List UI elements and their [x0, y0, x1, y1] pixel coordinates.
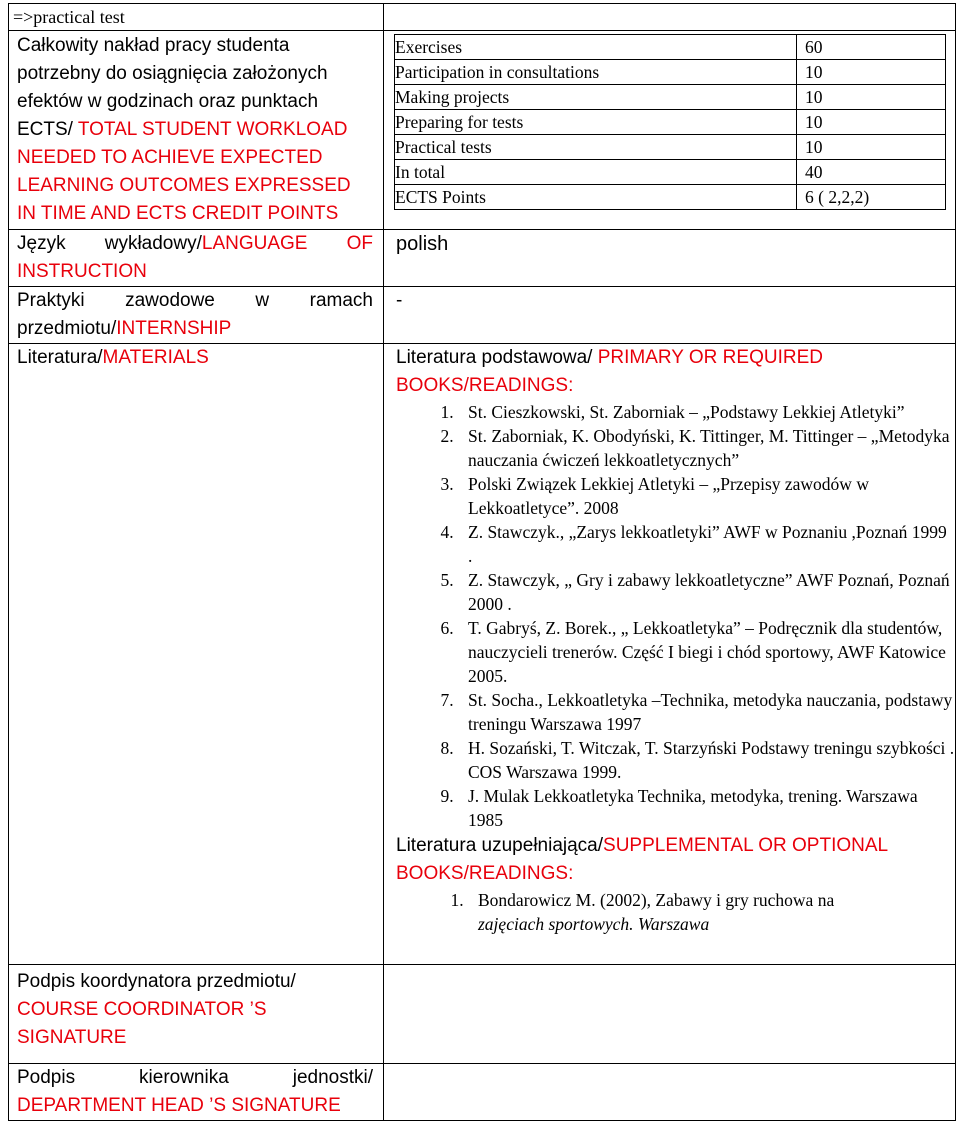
table-row — [395, 135, 946, 160]
list-item: 7. St. Socha., Lekkoatletyka –Technika, metodyka nauczania, podstawy treningu Warszawa 1997 — [458, 688, 955, 736]
workload-item-value: 10 — [797, 85, 946, 110]
list-item: 8. H. Sozański, T. Witczak, T. Starzyński Podstawy treningu szybkości . COS Warszawa 1999. — [458, 736, 955, 784]
list-item — [468, 888, 955, 936]
supplemental-readings-list — [396, 888, 955, 936]
list-item: 4. Z. Stawczyk., „Zarys lekkoatletyki” AWF w Poznaniu ,Poznań 1999 . — [458, 520, 955, 568]
workload-item-name: ECTS Points — [395, 185, 797, 210]
materials-label-en: MATERIALS — [102, 347, 209, 368]
internship-label-pl-b: przedmiotu/ — [17, 318, 117, 339]
head-signature-field — [384, 1064, 956, 1121]
workload-item-value: 10 — [797, 60, 946, 85]
internship-label-pl-a: Praktyki zawodowe w ramach — [17, 290, 373, 311]
language-value: polish — [396, 233, 449, 255]
header-row — [9, 4, 956, 31]
list-item: 6. T. Gabryś, Z. Borek., „ Lekkoatletyka” – Podręcznik dla studentów, nauczycieli trenerów. Część I biegi i chód sportowy, AWF Katowice 2005. — [458, 616, 955, 688]
table-row — [395, 60, 946, 85]
workload-item-name: Participation in consultations — [395, 60, 797, 85]
primary-readings-list — [396, 400, 955, 832]
workload-item-value: 40 — [797, 160, 946, 185]
internship-row — [9, 287, 956, 344]
workload-item-name: In total — [395, 160, 797, 185]
list-item: 2. St. Zaborniak, K. Obodyński, K. Tittinger, M. Tittinger – „Metodyka nauczania ćwiczeń lekkoatletycznych” — [458, 424, 955, 472]
workload-label-en: TOTAL STUDENT WORKLOAD NEEDED TO ACHIEVE EXPECTED LEARNING OUTCOMES EXPRESSED IN TIME AND ECTS CREDIT POINTS — [17, 119, 351, 224]
workload-item-value: 10 — [797, 135, 946, 160]
workload-item-name: Making projects — [395, 85, 797, 110]
coordinator-signature-row — [9, 965, 956, 1064]
workload-item-name: Practical tests — [395, 135, 797, 160]
list-item: 5. Z. Stawczyk, „ Gry i zabawy lekkoatletyczne” AWF Poznań, Poznań 2000 . — [458, 568, 955, 616]
table-row — [395, 185, 946, 210]
coordinator-label-pl: Podpis koordynatora przedmiotu/ — [17, 971, 296, 992]
table-row — [395, 160, 946, 185]
materials-label-pl: Literatura/ — [17, 347, 103, 368]
coordinator-signature-field — [384, 965, 956, 1064]
language-label-pl: Język wykładowy/ — [17, 233, 202, 254]
workload-item-value: 60 — [797, 35, 946, 60]
workload-item-name: Preparing for tests — [395, 110, 797, 135]
list-item: 3. Polski Związek Lekkiej Atletyki – „Przepisy zawodów w Lekkoatletyce”. 2008 — [458, 472, 955, 520]
head-signature-row — [9, 1064, 956, 1121]
primary-label-en: PRIMARY OR REQUIRED BOOKS/READINGS: — [396, 347, 823, 396]
coordinator-label-en: COURSE COORDINATOR ’S SIGNATURE — [17, 999, 267, 1048]
internship-label-en: INTERNSHIP — [116, 318, 232, 339]
supplemental-item-italic: zajęciach sportowych. Warszawa — [478, 914, 710, 934]
workload-label-pl: Całkowity nakład pracy studenta potrzebny do osiągnięcia założonych efektów w godzinach oraz punktach ECTS/ — [17, 35, 328, 140]
workload-item-value: 10 — [797, 110, 946, 135]
workload-table — [394, 34, 946, 210]
workload-item-name: Exercises — [395, 35, 797, 60]
workload-row — [9, 31, 956, 230]
materials-row — [9, 344, 956, 965]
list-item: 9. J. Mulak Lekkoatletyka Technika, metodyka, trening. Warszawa 1985 — [458, 784, 955, 832]
syllabus-table — [8, 3, 956, 1121]
supplemental-label-en: SUPPLEMENTAL OR OPTIONAL BOOKS/READINGS: — [396, 835, 888, 884]
language-label-en-a: LANGUAGE OF — [201, 233, 373, 254]
language-row — [9, 230, 956, 287]
header-title: =>practical test — [13, 7, 125, 27]
supplemental-label-pl: Literatura uzupełniająca/ — [396, 835, 604, 856]
table-row — [395, 85, 946, 110]
head-label-en: DEPARTMENT HEAD ’S SIGNATURE — [17, 1095, 341, 1116]
head-label-pl: Podpis kierownika jednostki/ — [17, 1067, 373, 1088]
list-item: 1. St. Cieszkowski, St. Zaborniak – „Podstawy Lekkiej Atletyki” — [458, 400, 955, 424]
internship-value: - — [396, 290, 403, 311]
supplemental-item-main: Bondarowicz M. (2002), Zabawy i gry ruchowa na — [478, 890, 835, 910]
language-label-en-b: INSTRUCTION — [17, 261, 147, 282]
primary-label-pl: Literatura podstawowa/ — [396, 347, 598, 368]
workload-item-value: 6 ( 2,2,2) — [797, 185, 946, 210]
table-row — [395, 35, 946, 60]
table-row — [395, 110, 946, 135]
